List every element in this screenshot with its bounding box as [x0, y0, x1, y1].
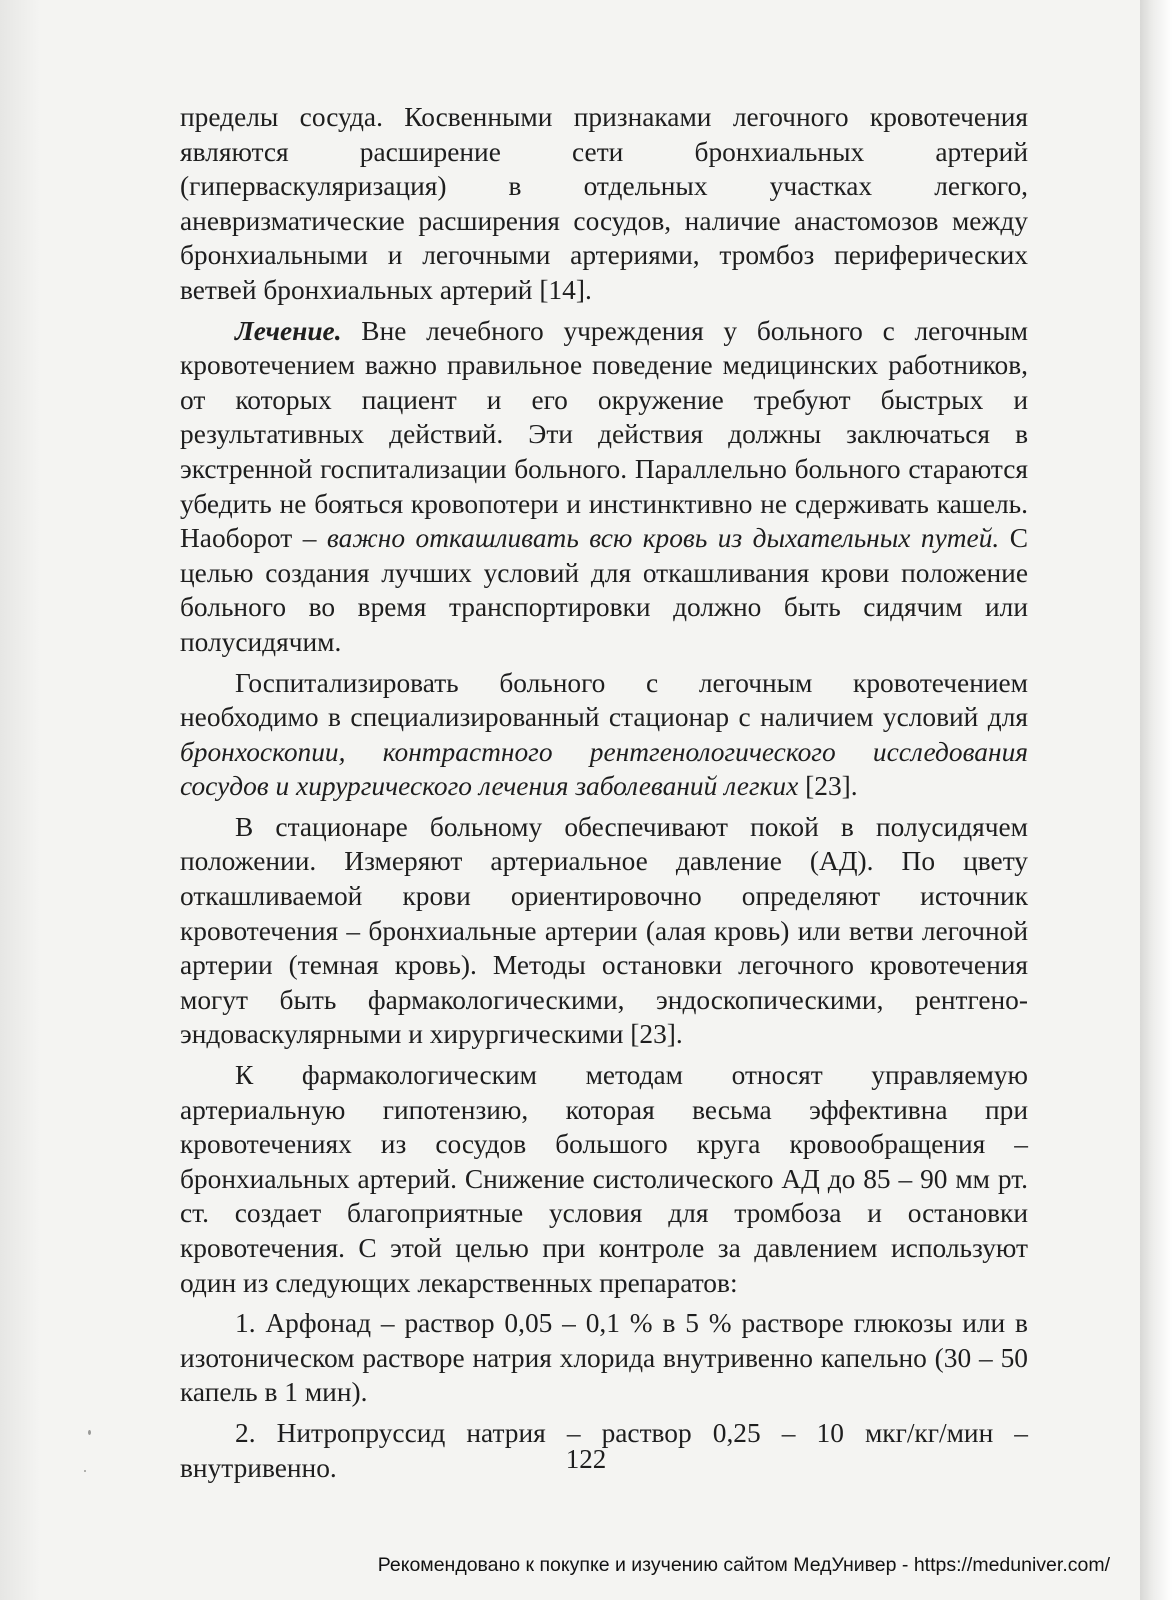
paragraph [180, 666, 1028, 804]
paragraph-text: К фармакологическим методам относят управляемую артериальную гипотензию, которая весьма эффективна при кровотечениях из сосудов большого круга кровообращения – бронхиальных артерий. Снижение систолического АД до 85 – 90 мм рт. ст. создает благоприятные условия для тромбоза и остановки кровотечения. С этой целью при контроле за давлением используют один из следующих лекарственных препаратов: [180, 1060, 1028, 1298]
scan-speck [88, 1430, 91, 1435]
paragraph-text: В стационаре больному обеспечивают покой в полусидячем положении. Измеряют артериальное давление (АД). По цвету откашливаемой крови ориентировочно определяют источник кровотечения – бронхиальные артерии (алая кровь) или ветви легочной артерии (темная кровь). Методы остановки легочного кровотечения могут быть фармакологическими, эндоскопическими, рентгено-эндоваскулярными и хирургическими [23]. [180, 811, 1028, 1050]
paragraph [180, 1306, 1028, 1410]
paragraph [180, 1058, 1028, 1300]
paragraph-text: 2. Нитропруссид натрия – раствор 0,25 – 10 мкг/кг/мин – внутривенно. [180, 1417, 1028, 1483]
paragraph-text: пределы сосуда. Косвенными признаками легочного кровотечения являются расширение сети бронхиальных артерий (гиперваскуляризация) в отдельных участках легкого, аневризматические расширения сосудов, наличие анастомозов между бронхиальными и легочными артериями, тромбоз периферических ветвей бронхиальных артерий [14]. [180, 102, 1028, 305]
emphasis-text: важно откашливать всю кровь из дыхательных путей. [326, 523, 1000, 554]
footer-link-text: Рекомендовано к покупке и изучению сайтом МедУнивер - https://meduniver.com/ [377, 1554, 1110, 1576]
paragraph-text: Госпитализировать больного с легочным кровотечением необходимо в специализированный стационар с наличием условий для [180, 667, 1028, 733]
paragraph [180, 314, 1028, 660]
page-number: 122 [565, 1444, 607, 1474]
paragraph [180, 810, 1028, 1052]
paragraph-text: Вне лечебного учреждения у больного с легочным кровотечением важно правильное поведение медицинских работников, от которых пациент и его окружение требуют быстрых и результативных действий. Эти действия должны заключаться в экстренной госпитализации больного. Параллельно больного стараются убедить не бояться кровопотери и инстинктивно не сдерживать кашель. Наоборот – [180, 315, 1028, 554]
paragraph-text: С целью создания лучших условий для откашливания крови положение больного во время транспортировки должно быть сидячим или полусидячим. [180, 523, 1029, 657]
page-left-shadow [0, 0, 40, 1600]
section-heading: Лечение. [235, 315, 342, 346]
emphasis-text: бронхоскопии, контрастного рентгенологического исследования сосудов и хирургического лечения заболеваний легких [180, 736, 1028, 802]
page-right-edge [1140, 0, 1172, 1600]
paragraph-text: [23]. [798, 771, 858, 802]
body-text [180, 100, 1028, 1491]
paragraph [180, 100, 1028, 308]
paragraph-text: 1. Арфонад – раствор 0,05 – 0,1 % в 5 % растворе глюкозы или в изотоническом растворе натрия хлорида внутривенно капельно (30 – 50 капель в 1 мин). [180, 1308, 1028, 1408]
